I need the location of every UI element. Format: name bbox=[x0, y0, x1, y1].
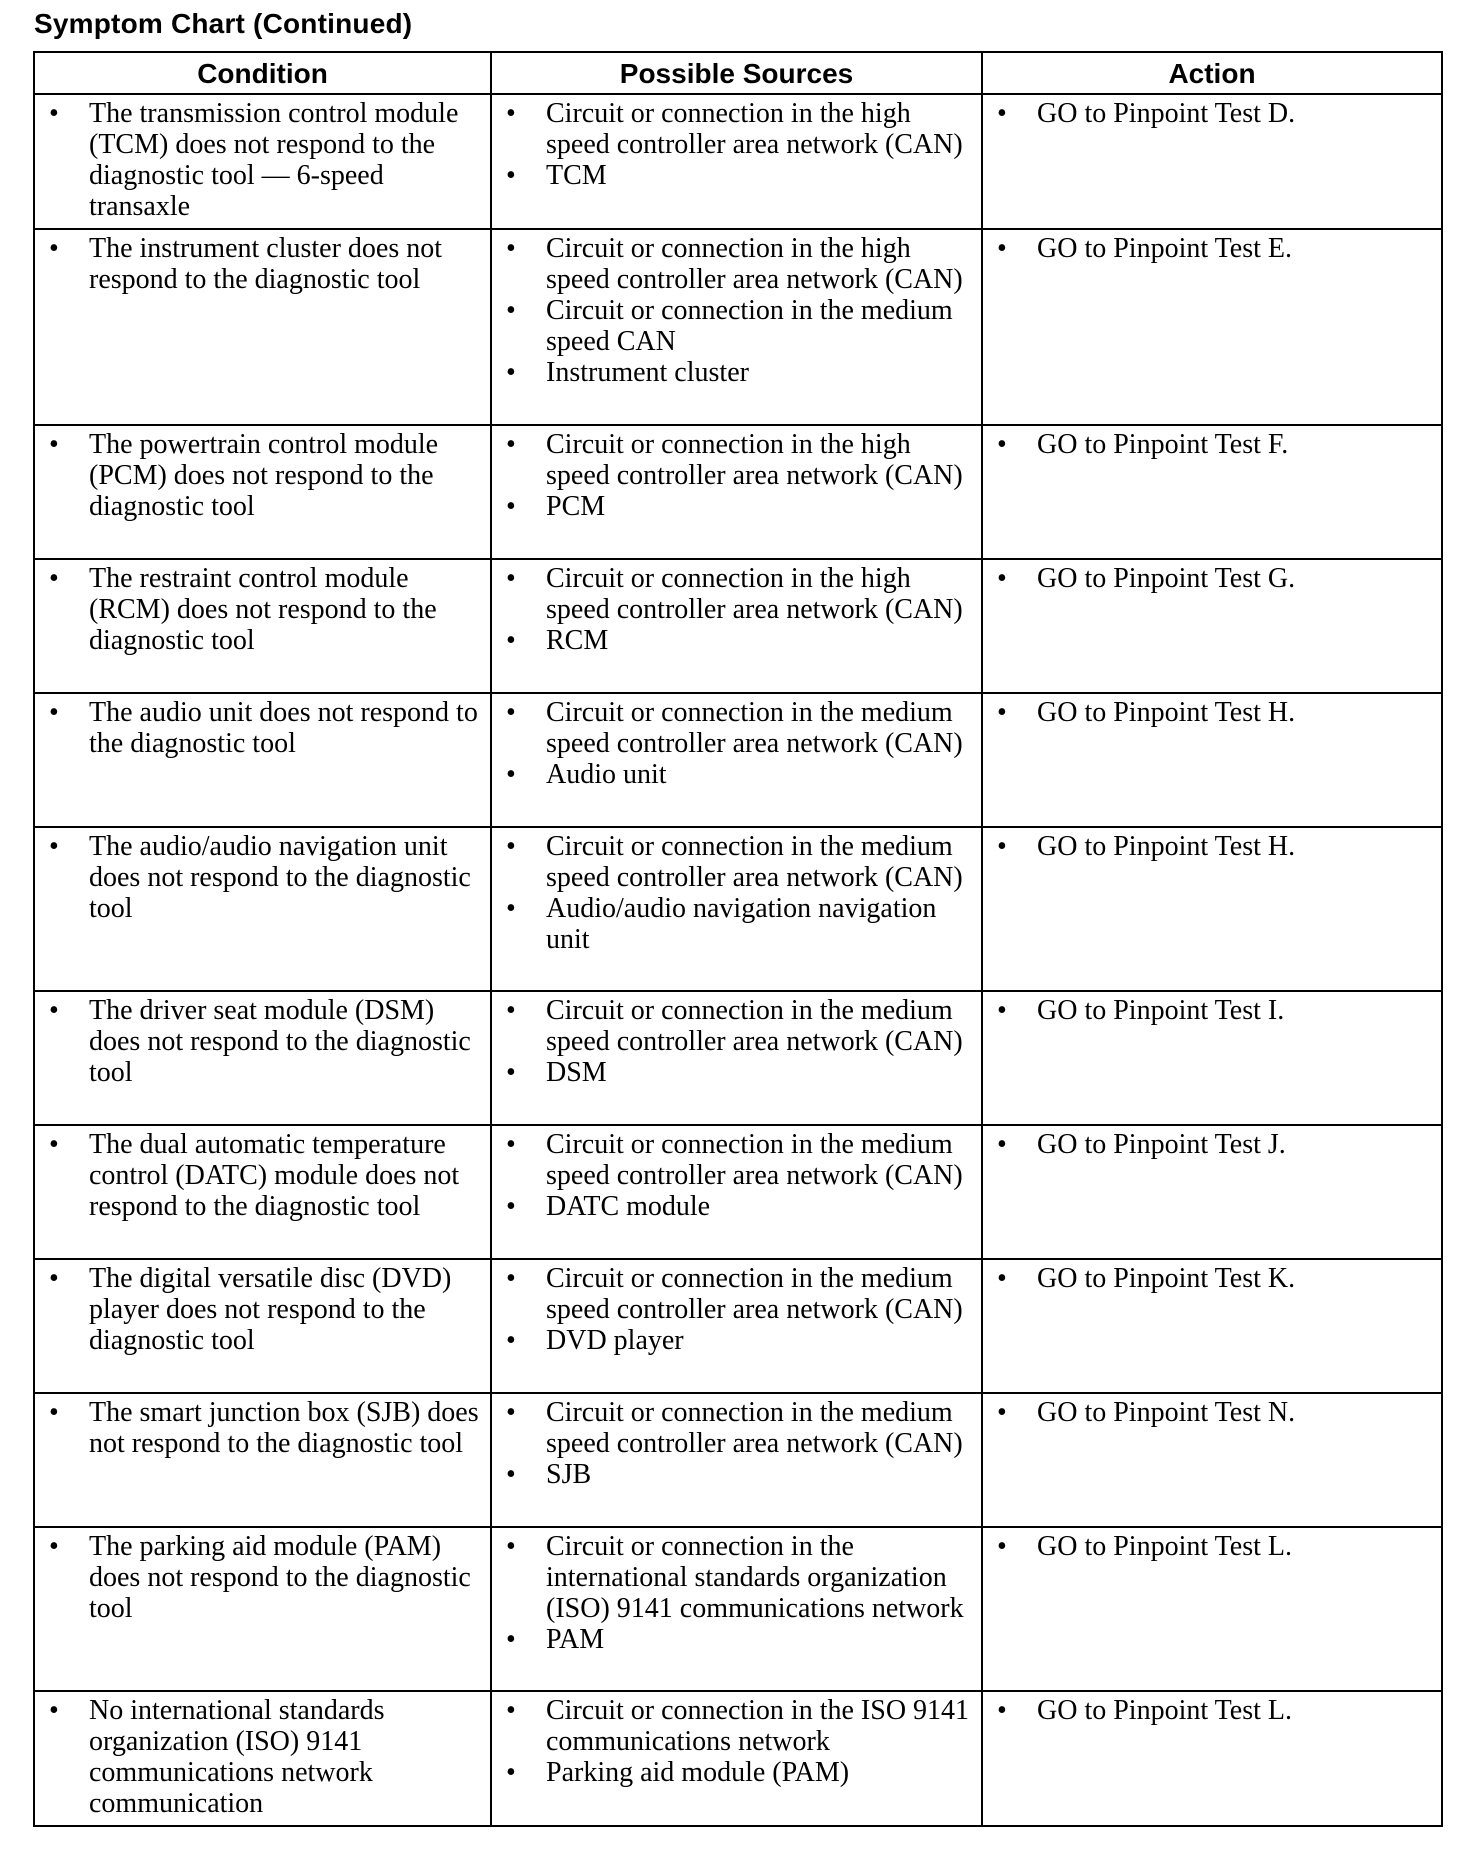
sources-cell bbox=[491, 1527, 982, 1691]
action-text: • GO to Pinpoint Test L. bbox=[997, 1695, 1433, 1726]
source-item: • Circuit or connection in the high speed controller area network (CAN) bbox=[506, 563, 973, 625]
source-item: • Audio unit bbox=[506, 759, 973, 790]
table-row bbox=[34, 1259, 1442, 1393]
source-item: • RCM bbox=[506, 625, 973, 656]
condition-cell bbox=[34, 827, 491, 991]
condition-cell bbox=[34, 693, 491, 827]
sources-cell bbox=[491, 1393, 982, 1527]
action-cell bbox=[982, 1393, 1442, 1527]
symptom-chart-table bbox=[33, 51, 1443, 1827]
action-cell bbox=[982, 94, 1442, 229]
source-item: • Circuit or connection in the medium speed controller area network (CAN) bbox=[506, 831, 973, 893]
column-header-action: Action bbox=[982, 52, 1442, 94]
condition-cell bbox=[34, 425, 491, 559]
condition-cell bbox=[34, 559, 491, 693]
condition-text: • The parking aid module (PAM) does not respond to the diagnostic tool bbox=[49, 1531, 482, 1624]
table-row bbox=[34, 229, 1442, 425]
action-cell bbox=[982, 229, 1442, 425]
sources-cell bbox=[491, 1125, 982, 1259]
condition-cell bbox=[34, 94, 491, 229]
table-row bbox=[34, 1125, 1442, 1259]
action-cell bbox=[982, 693, 1442, 827]
action-cell bbox=[982, 1527, 1442, 1691]
condition-cell bbox=[34, 1393, 491, 1527]
condition-text: • The transmission control module (TCM) does not respond to the diagnostic tool — 6-speed transaxle bbox=[49, 98, 482, 222]
source-item: • PCM bbox=[506, 491, 973, 522]
source-item: • DSM bbox=[506, 1057, 973, 1088]
condition-text: • The smart junction box (SJB) does not respond to the diagnostic tool bbox=[49, 1397, 482, 1459]
condition-text: • The instrument cluster does not respond to the diagnostic tool bbox=[49, 233, 482, 295]
source-item: • Audio/audio navigation navigation unit bbox=[506, 893, 973, 955]
sources-cell bbox=[491, 991, 982, 1125]
action-text: • GO to Pinpoint Test H. bbox=[997, 831, 1433, 862]
action-cell bbox=[982, 1125, 1442, 1259]
action-cell bbox=[982, 559, 1442, 693]
source-item: • Circuit or connection in the medium speed controller area network (CAN) bbox=[506, 995, 973, 1057]
condition-text: • The driver seat module (DSM) does not respond to the diagnostic tool bbox=[49, 995, 482, 1088]
source-item: • Circuit or connection in the ISO 9141 communications network bbox=[506, 1695, 973, 1757]
condition-text: • The digital versatile disc (DVD) player does not respond to the diagnostic tool bbox=[49, 1263, 482, 1356]
source-item: • DATC module bbox=[506, 1191, 973, 1222]
action-text: • GO to Pinpoint Test N. bbox=[997, 1397, 1433, 1428]
condition-text: • The dual automatic temperature control (DATC) module does not respond to the diagnostic tool bbox=[49, 1129, 482, 1222]
condition-text: • The powertrain control module (PCM) does not respond to the diagnostic tool bbox=[49, 429, 482, 522]
sources-cell bbox=[491, 693, 982, 827]
sources-cell bbox=[491, 229, 982, 425]
source-item: • PAM bbox=[506, 1624, 973, 1655]
sources-cell bbox=[491, 1259, 982, 1393]
condition-cell bbox=[34, 229, 491, 425]
table-row bbox=[34, 425, 1442, 559]
condition-cell bbox=[34, 1527, 491, 1691]
sources-cell bbox=[491, 1691, 982, 1826]
source-item: • Circuit or connection in the medium speed controller area network (CAN) bbox=[506, 697, 973, 759]
action-text: • GO to Pinpoint Test E. bbox=[997, 233, 1433, 264]
condition-cell bbox=[34, 1259, 491, 1393]
condition-text: • The audio unit does not respond to the diagnostic tool bbox=[49, 697, 482, 759]
action-cell bbox=[982, 425, 1442, 559]
page-title: Symptom Chart (Continued) bbox=[34, 8, 413, 39]
condition-text: • The audio/audio navigation unit does not respond to the diagnostic tool bbox=[49, 831, 482, 924]
source-item: • Circuit or connection in the high speed controller area network (CAN) bbox=[506, 98, 973, 160]
condition-cell bbox=[34, 991, 491, 1125]
action-text: • GO to Pinpoint Test F. bbox=[997, 429, 1433, 460]
action-text: • GO to Pinpoint Test G. bbox=[997, 563, 1433, 594]
sources-cell bbox=[491, 94, 982, 229]
sources-cell bbox=[491, 827, 982, 991]
source-item: • Circuit or connection in the high speed controller area network (CAN) bbox=[506, 233, 973, 295]
header-row bbox=[34, 52, 1442, 94]
action-text: • GO to Pinpoint Test K. bbox=[997, 1263, 1433, 1294]
source-item: • Circuit or connection in the medium speed controller area network (CAN) bbox=[506, 1397, 973, 1459]
table-row bbox=[34, 1393, 1442, 1527]
source-item: • DVD player bbox=[506, 1325, 973, 1356]
table-row bbox=[34, 94, 1442, 229]
sources-cell bbox=[491, 559, 982, 693]
action-text: • GO to Pinpoint Test D. bbox=[997, 98, 1433, 129]
source-item: • Circuit or connection in the medium speed controller area network (CAN) bbox=[506, 1129, 973, 1191]
action-cell bbox=[982, 827, 1442, 991]
column-header-possible-sources: Possible Sources bbox=[491, 52, 982, 94]
source-item: • Circuit or connection in the medium speed controller area network (CAN) bbox=[506, 1263, 973, 1325]
action-cell bbox=[982, 1691, 1442, 1826]
action-cell bbox=[982, 1259, 1442, 1393]
sources-cell bbox=[491, 425, 982, 559]
source-item: • Circuit or connection in the medium speed CAN bbox=[506, 295, 973, 357]
table-row bbox=[34, 827, 1442, 991]
action-cell bbox=[982, 991, 1442, 1125]
column-header-condition: Condition bbox=[34, 52, 491, 94]
source-item: • TCM bbox=[506, 160, 973, 191]
table-row bbox=[34, 1691, 1442, 1826]
table-row bbox=[34, 991, 1442, 1125]
condition-cell bbox=[34, 1125, 491, 1259]
action-text: • GO to Pinpoint Test J. bbox=[997, 1129, 1433, 1160]
action-text: • GO to Pinpoint Test H. bbox=[997, 697, 1433, 728]
source-item: • SJB bbox=[506, 1459, 973, 1490]
table-row bbox=[34, 559, 1442, 693]
condition-text: • The restraint control module (RCM) does not respond to the diagnostic tool bbox=[49, 563, 482, 656]
action-text: • GO to Pinpoint Test L. bbox=[997, 1531, 1433, 1562]
action-text: • GO to Pinpoint Test I. bbox=[997, 995, 1433, 1026]
condition-cell bbox=[34, 1691, 491, 1826]
source-item: • Parking aid module (PAM) bbox=[506, 1757, 973, 1788]
source-item: • Circuit or connection in the international standards organization (ISO) 9141 communications network bbox=[506, 1531, 973, 1624]
table-row bbox=[34, 1527, 1442, 1691]
condition-text: • No international standards organization (ISO) 9141 communications network communication bbox=[49, 1695, 482, 1819]
source-item: • Circuit or connection in the high speed controller area network (CAN) bbox=[506, 429, 973, 491]
table-row bbox=[34, 693, 1442, 827]
source-item: • Instrument cluster bbox=[506, 357, 973, 388]
